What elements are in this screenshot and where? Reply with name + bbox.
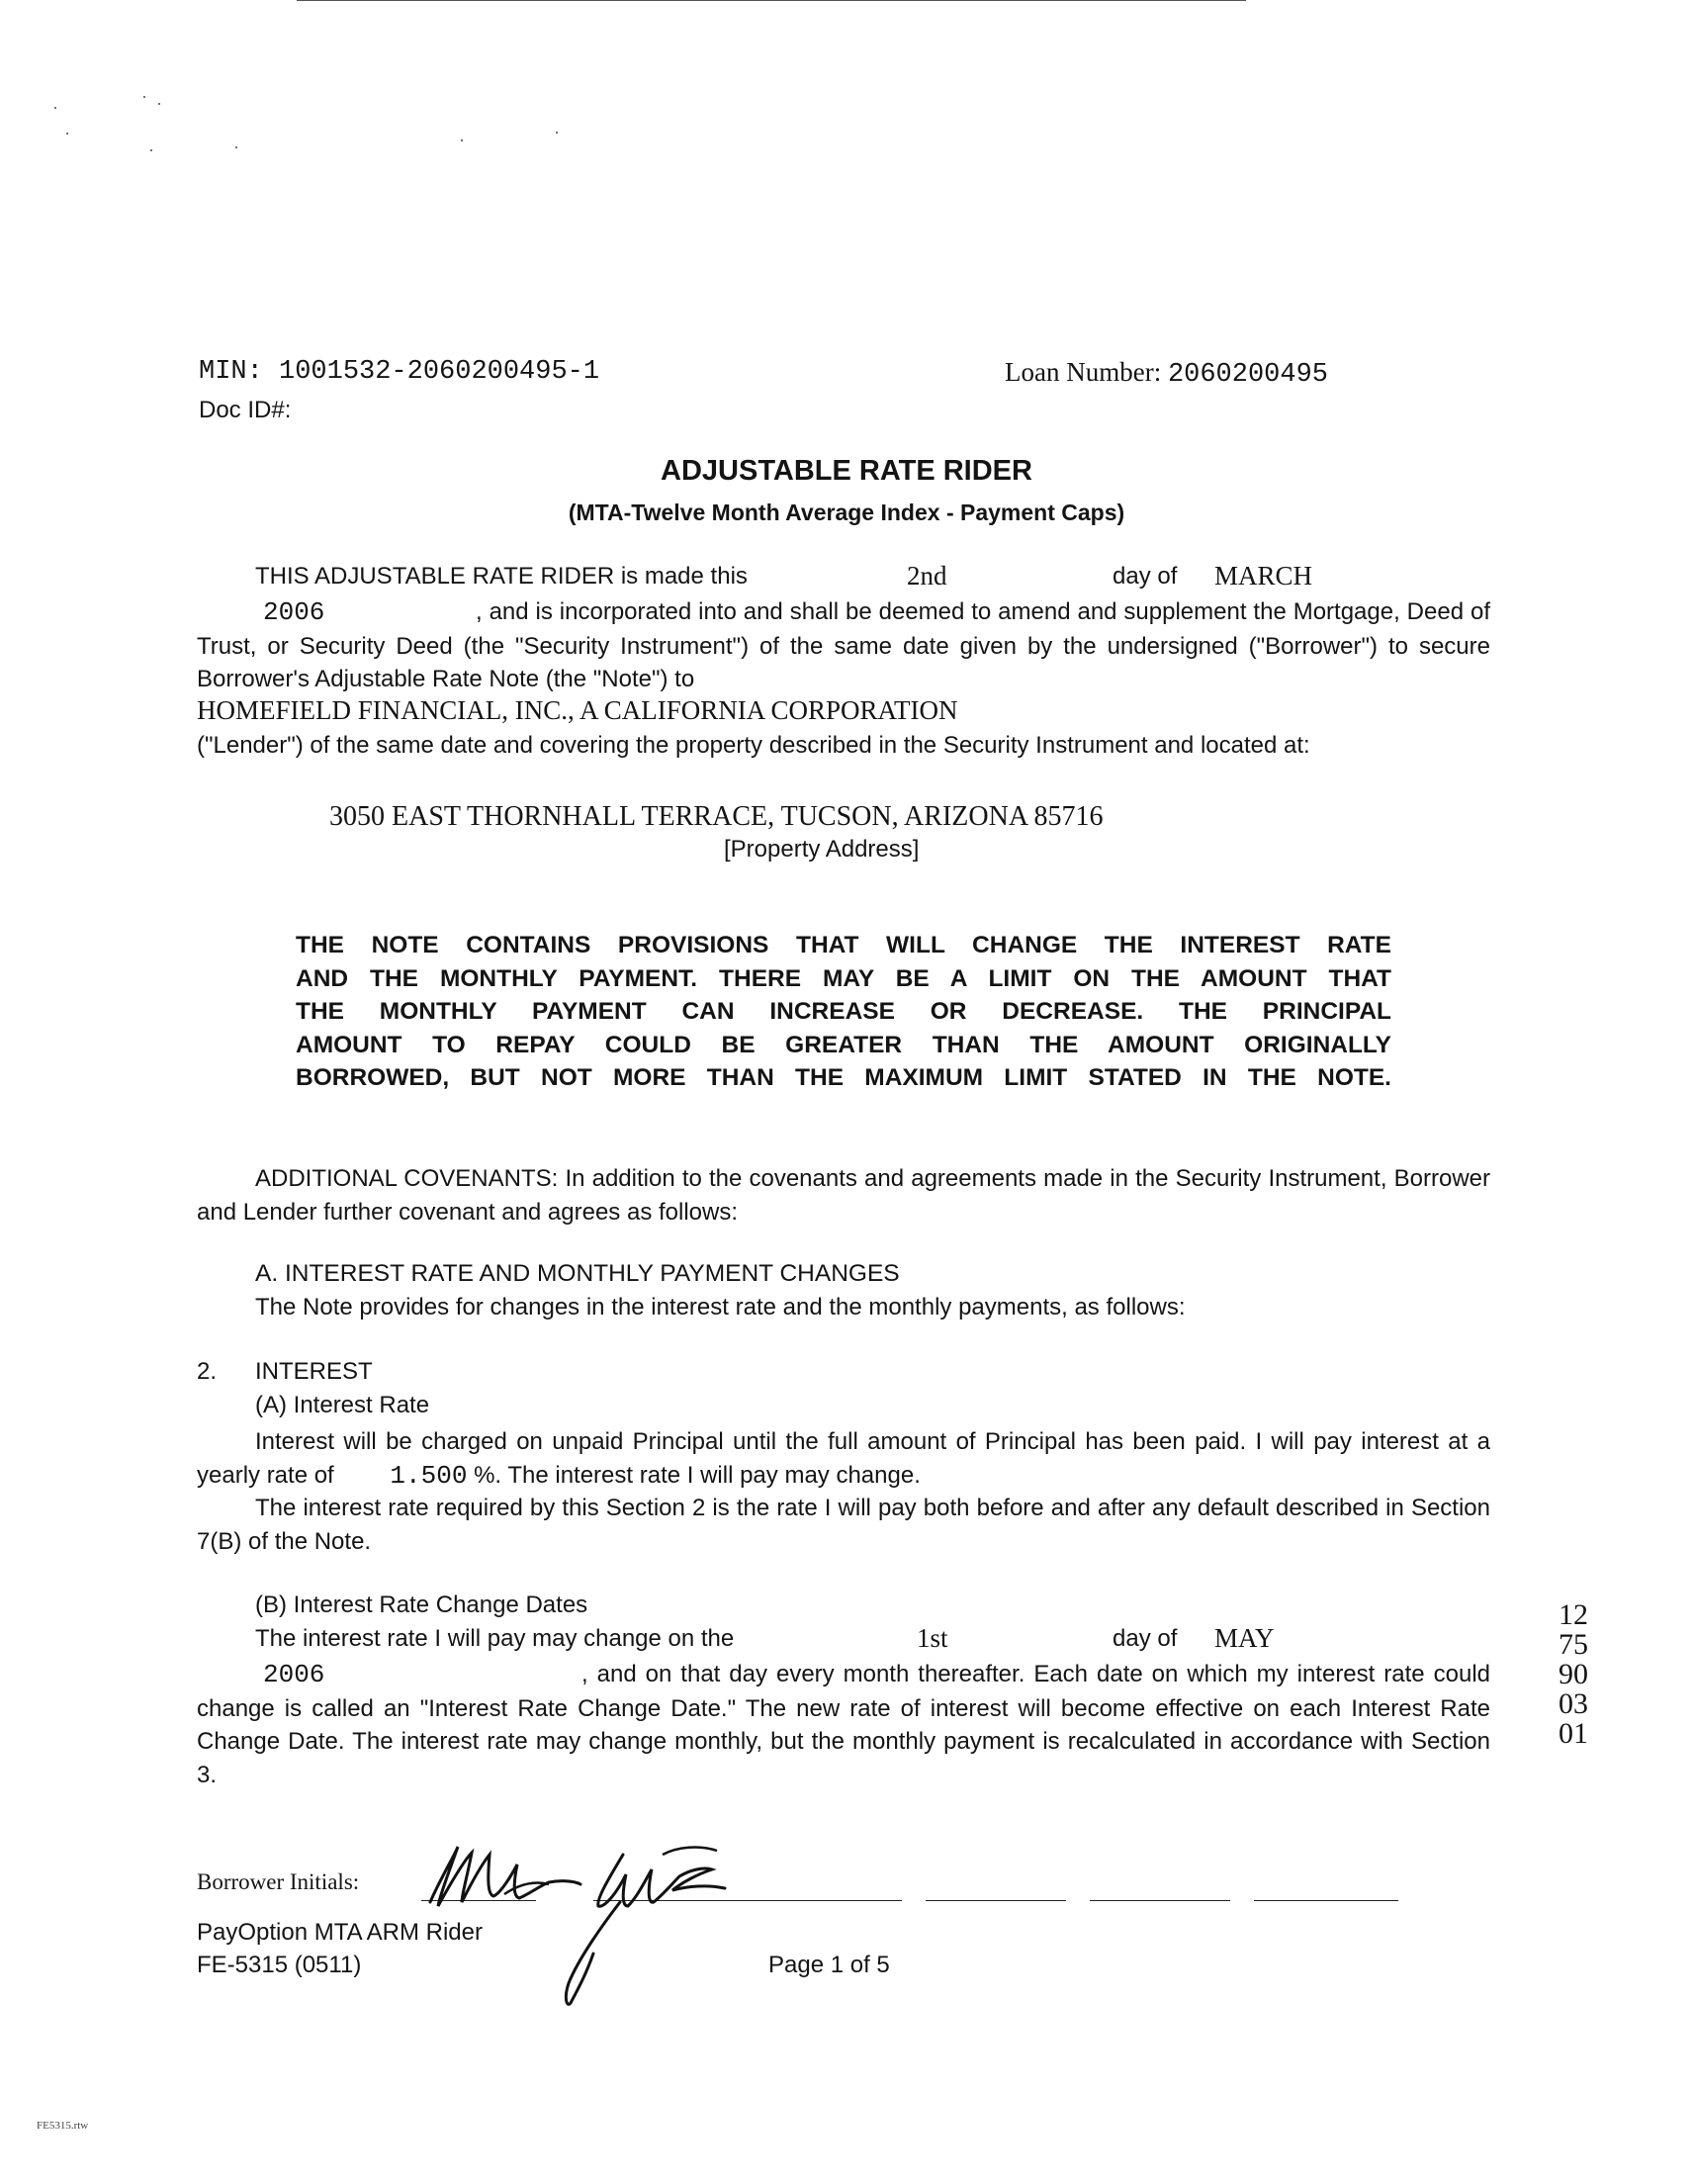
file-code: FE5315.rtw xyxy=(37,2120,89,2132)
intro-text-3: ("Lender") of the same date and covering the property described in the Security Instrument and located at: xyxy=(197,732,1310,759)
page-number: Page 1 of 5 xyxy=(768,1952,890,1978)
intro-text-2: , and is incorporated into and shall be deemed to amend and supplement the Mortgage, Deed of Trust, or Security Deed (the "Security Instrument") of the same date given by the undersigned ("Borrower") to secure Borrower's Adjustable Rate Note (the "Note") to xyxy=(197,598,1490,692)
min-label: MIN: xyxy=(199,357,263,387)
interest-rate-value: 1.500 xyxy=(390,1460,468,1491)
interest-rate-text: Interest will be charged on unpaid Principal until the full amount of Principal has been paid. I will pay interest at a yearly rate of xyxy=(197,1428,1490,1489)
section-a-heading: A. INTEREST RATE AND MONTHLY PAYMENT CHANGES xyxy=(255,1260,900,1287)
loan-number-label: Loan Number: xyxy=(1005,357,1162,387)
scan-speck xyxy=(66,133,68,135)
intro-line-1 xyxy=(255,563,748,591)
interest-rate-text-2: %. The interest rate I will pay may change. xyxy=(474,1461,921,1489)
interest-rate-heading: (A) Interest Rate xyxy=(255,1392,430,1418)
initials-line xyxy=(1090,1900,1230,1901)
additional-covenants: ADDITIONAL COVENANTS: In addition to the covenants and agreements made in the Security Instrument, Borrower and Lender further covenant and agrees as follows: xyxy=(197,1165,1490,1226)
scan-speck xyxy=(235,146,237,148)
form-name: PayOption MTA ARM Rider xyxy=(197,1919,483,1946)
notice-line: THE MONTHLY PAYMENT CAN INCREASE OR DECREASE. THE PRINCIPAL xyxy=(296,998,1391,1025)
initials-line xyxy=(1254,1900,1398,1901)
intro-day-of: day of xyxy=(1113,563,1178,590)
notice-line: AMOUNT TO REPAY COULD BE GREATER THAN THE AMOUNT ORIGINALLY xyxy=(296,1031,1391,1058)
property-address: 3050 EAST THORNHALL TERRACE, TUCSON, ARIZONA 85716 xyxy=(329,801,1104,832)
scan-speck xyxy=(150,149,152,151)
intro-month: MARCH xyxy=(1214,561,1313,591)
change-day: 1st xyxy=(917,1623,948,1653)
form-code: FE-5315 (0511) xyxy=(197,1952,362,1978)
intro-paragraph xyxy=(197,595,1490,696)
scan-speck xyxy=(54,107,56,109)
change-year: 2006 xyxy=(263,1660,325,1689)
intro-text: THIS ADJUSTABLE RATE RIDER is made this xyxy=(255,563,748,590)
scan-top-edge xyxy=(297,0,1246,1)
initials-line xyxy=(926,1900,1066,1901)
min-value: 1001532-2060200495-1 xyxy=(279,357,600,387)
borrower-initials-label: Borrower Initials: xyxy=(197,1869,360,1894)
section-a-text: The Note provides for changes in the interest rate and the monthly payments, as follows: xyxy=(255,1294,1186,1320)
doc-id-label: Doc ID#: xyxy=(199,397,292,423)
intro-day: 2nd xyxy=(907,561,947,591)
loan-number-value: 2060200495 xyxy=(1167,360,1328,390)
change-dates-heading: (B) Interest Rate Change Dates xyxy=(255,1592,588,1618)
intro-year: 2006 xyxy=(263,597,325,627)
change-dates-text: , and on that day every month thereafter. Each date on which my interest rate could change is called an "Interest Rate Change Date." The new rate of interest will become effective on each Interest Rate Change Date. The interest rate may change monthly, but the monthly payment is recalculated in accordance with Section 3. xyxy=(197,1661,1490,1788)
lender-name: HOMEFIELD FINANCIAL, INC., A CALIFORNIA CORPORATION xyxy=(197,695,958,725)
notice-line: THE NOTE CONTAINS PROVISIONS THAT WILL CHANGE THE INTEREST RATE xyxy=(296,932,1391,958)
change-dates-line-1: The interest rate I will pay may change on the xyxy=(255,1625,735,1652)
property-address-label: [Property Address] xyxy=(724,836,920,863)
scan-speck xyxy=(158,103,160,105)
change-dates-paragraph xyxy=(197,1658,1490,1791)
notice-line: BORROWED, BUT NOT MORE THAN THE MAXIMUM LIMIT STATED IN THE NOTE. xyxy=(296,1064,1391,1091)
scan-speck xyxy=(143,96,145,98)
min-line xyxy=(199,357,599,387)
intro-paragraph-2 xyxy=(197,729,1490,763)
scan-speck xyxy=(556,132,558,134)
scan-speck xyxy=(461,139,463,141)
notice-block xyxy=(296,929,1391,1095)
loan-number-line xyxy=(1005,357,1328,390)
document-title: ADJUSTABLE RATE RIDER xyxy=(661,455,1032,487)
change-day-of: day of xyxy=(1113,1625,1178,1652)
document-subtitle: (MTA-Twelve Month Average Index - Payment Caps) xyxy=(568,500,1125,525)
interest-rate-paragraph-2: The interest rate required by this Section 2 is the rate I will pay both before and after any default described in Section 7(B) of the Note. xyxy=(197,1495,1490,1555)
interest-rate-paragraph xyxy=(197,1425,1490,1493)
section-2-heading: INTEREST xyxy=(255,1358,373,1385)
change-month: MAY xyxy=(1214,1623,1275,1653)
side-stamp: 1275900301 xyxy=(1559,1598,1588,1750)
notice-line: AND THE MONTHLY PAYMENT. THERE MAY BE A LIMIT ON THE AMOUNT THAT xyxy=(296,964,1391,992)
section-2-number: 2. xyxy=(197,1358,218,1385)
